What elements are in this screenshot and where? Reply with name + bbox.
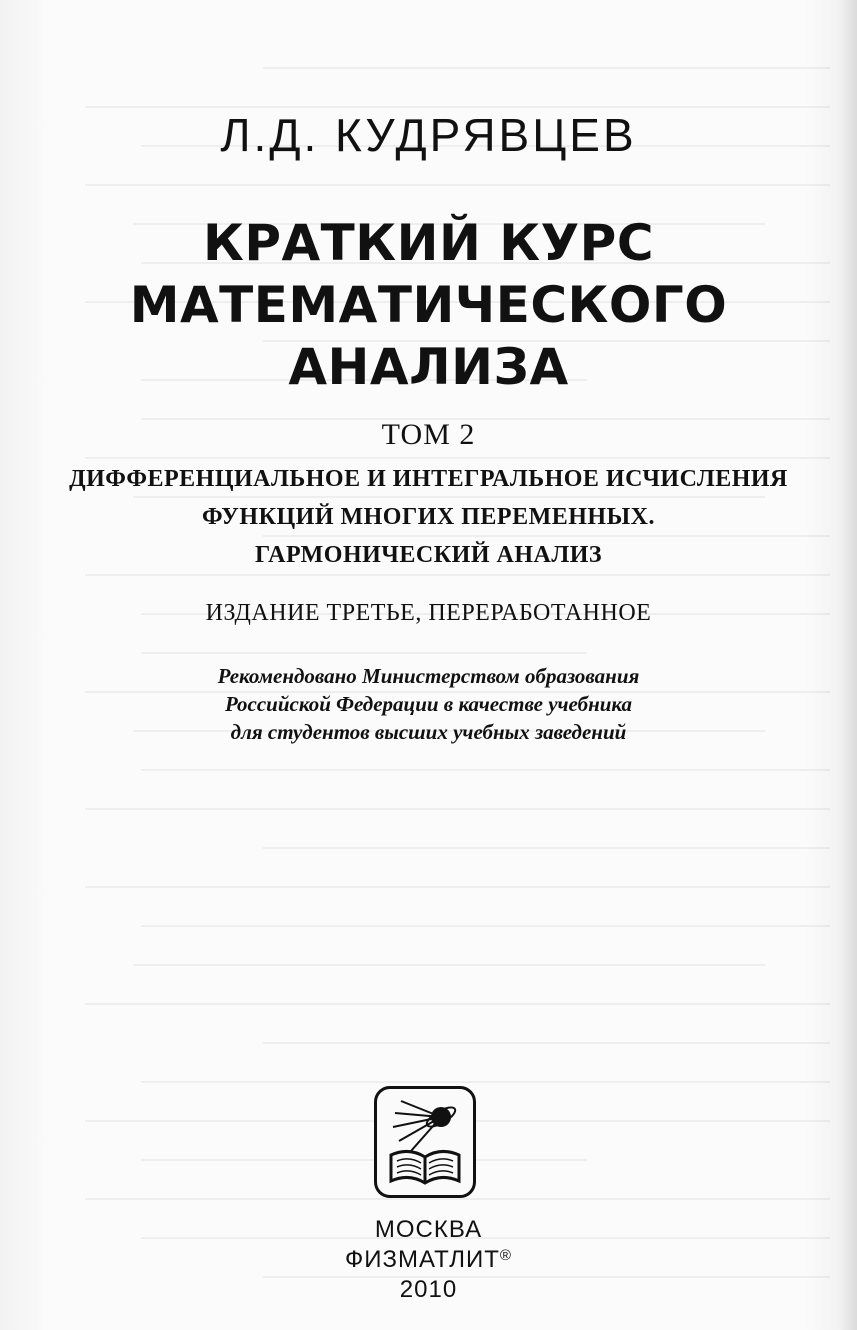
book-subtitle: [0, 460, 857, 574]
ministry-recommendation: [0, 662, 857, 746]
title-line: КРАТКИЙ КУРС: [202, 214, 655, 272]
volume-number: ТОМ 2: [381, 418, 476, 451]
imprint: [0, 1215, 857, 1305]
author-name: Л.Д. КУДРЯВЦЕВ: [220, 109, 637, 161]
book-atom-logo-icon: [374, 1086, 476, 1198]
registered-mark: ®: [499, 1247, 512, 1264]
publisher-name: ФИЗМАТЛИТ: [345, 1246, 500, 1273]
title-line: МАТЕМАТИЧЕСКОГО: [129, 276, 728, 334]
subtitle-line: ФУНКЦИЙ МНОГИХ ПЕРЕМЕННЫХ.: [202, 504, 655, 530]
book-title: [0, 212, 857, 398]
subtitle-line: ГАРМОНИЧЕСКИЙ АНАЛИЗ: [254, 542, 603, 568]
recommendation-line: Российской Федерации в качестве учебника: [224, 692, 633, 716]
publication-year: 2010: [399, 1276, 458, 1303]
subtitle-line: ДИФФЕРЕНЦИАЛЬНОЕ И ИНТЕГРАЛЬНОЕ ИСЧИСЛЕНИЯ: [69, 466, 788, 492]
edition-note: ИЗДАНИЕ ТРЕТЬЕ, ПЕРЕРАБОТАННОЕ: [205, 600, 652, 626]
recommendation-line: Рекомендовано Министерством образования: [217, 664, 640, 688]
publisher-name-row: [0, 1245, 857, 1275]
recommendation-line: для студентов высших учебных заведений: [230, 720, 627, 744]
title-line: АНАЛИЗА: [288, 338, 569, 396]
publisher-city: МОСКВА: [374, 1216, 483, 1243]
